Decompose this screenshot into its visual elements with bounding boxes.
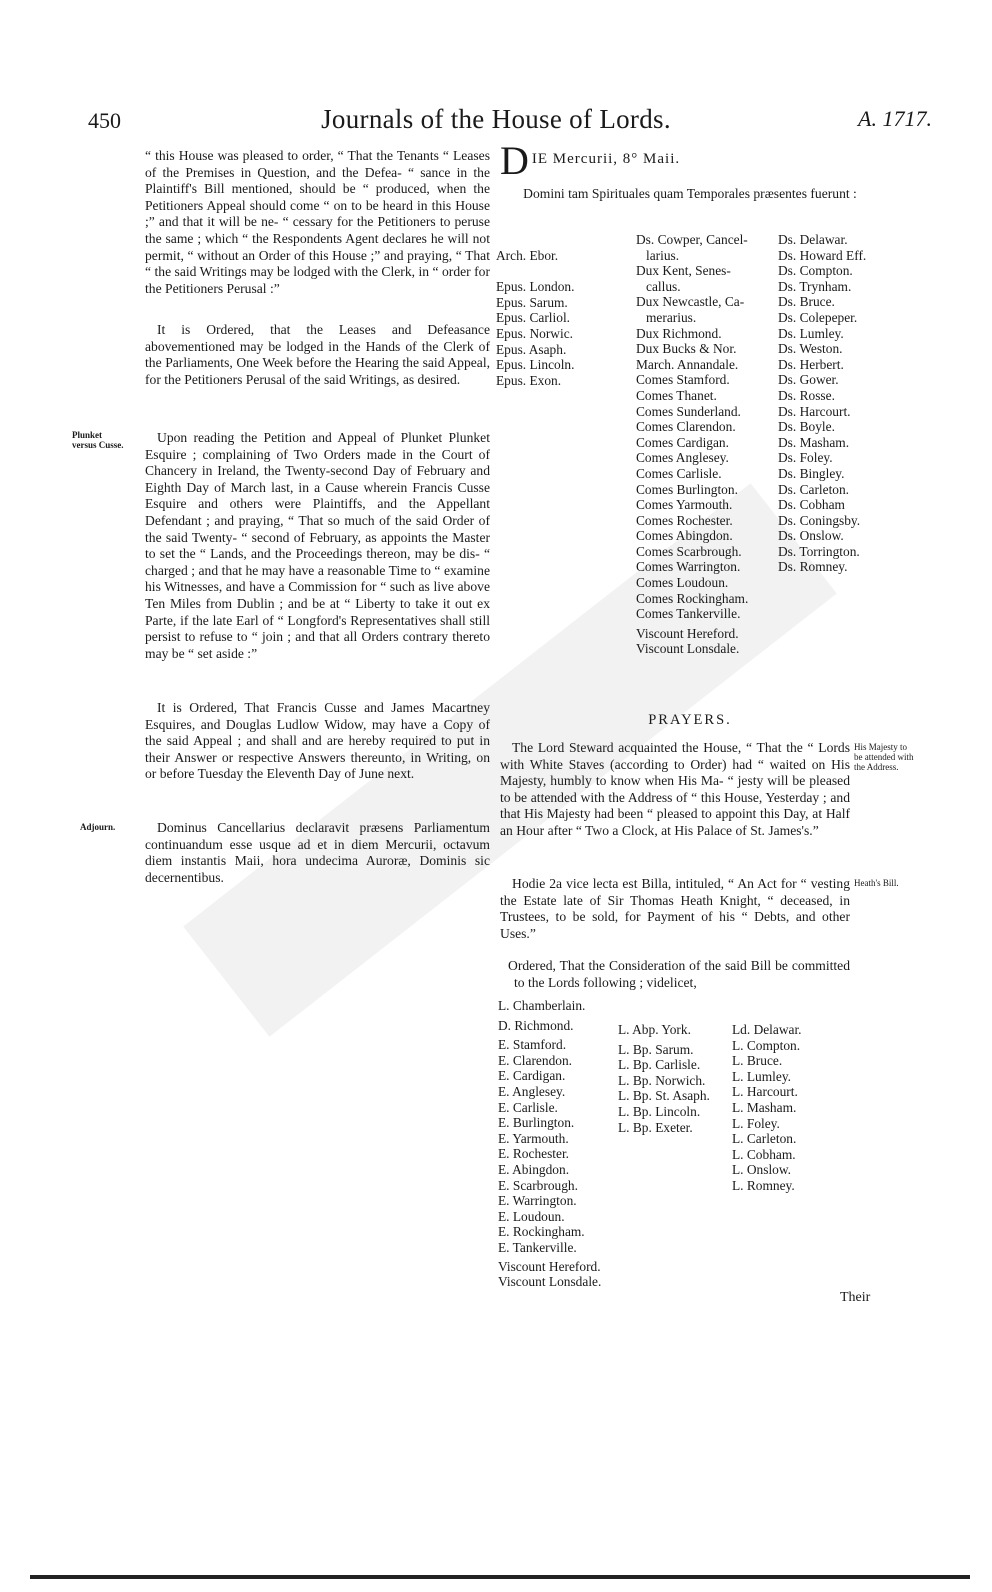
session-date: IE Mercurii, 8° Maii. bbox=[531, 151, 681, 167]
order-copy-appeal-paragraph: It is Ordered, That Francis Cusse and James Macartney Esquires, and Douglas Ludlow Widow, may have a Copy of the said Appeal ; and shall and are hereby required to put in their Answer or respective Answers thereunto, in Writing, on or before Tuesday the Eleventh Day of June next. bbox=[145, 700, 490, 782]
lords-present-heading: Domini tam Spirituales quam Temporales præsentes fuerunt : bbox=[523, 186, 857, 201]
attendance-entry: Ds. Torrington. bbox=[778, 543, 860, 559]
attendance-entry: Epus. Carliol. bbox=[496, 310, 571, 326]
committee-entry: E. Scarbrough. bbox=[498, 1177, 578, 1193]
attendance-temporal-list bbox=[636, 232, 748, 657]
attendance-entry: Ds. Gower. bbox=[778, 372, 839, 388]
attendance-entry: Ds. Onslow. bbox=[778, 528, 844, 544]
attendance-entry: Dux Newcastle, Ca- bbox=[636, 294, 745, 310]
bottom-rule bbox=[30, 1575, 970, 1579]
attendance-entry: Comes Yarmouth. bbox=[636, 497, 733, 513]
committee-entry: Viscount Hereford. bbox=[498, 1258, 601, 1274]
margin-note-heath: Heath's Bill. bbox=[854, 878, 899, 888]
committee-entry: L. Masham. bbox=[732, 1099, 797, 1115]
committee-entry: E. Cardigan. bbox=[498, 1068, 566, 1084]
attendance-entry: Comes Thanet. bbox=[636, 387, 717, 403]
committee-entry: L. Bruce. bbox=[732, 1053, 783, 1069]
margin-note-plunket: Plunket versus Cusse. bbox=[72, 430, 124, 450]
margin-note-majesty: His Majesty to be attended with the Address. bbox=[854, 742, 914, 772]
attendance-entry: Ds. Boyle. bbox=[778, 419, 835, 435]
committee-entry: E. Loudoun. bbox=[498, 1208, 565, 1224]
catchword: Their bbox=[840, 1290, 871, 1305]
attendance-entry: Ds. Romney. bbox=[778, 559, 848, 575]
attendance-entry: Comes Carlisle. bbox=[636, 465, 722, 481]
committee-entry: L. Chamberlain. bbox=[498, 998, 586, 1013]
attendance-entry: Ds. Bruce. bbox=[778, 294, 835, 310]
committee-entry: E. Tankerville. bbox=[498, 1239, 577, 1255]
attendance-entry: Ds. Masham. bbox=[778, 434, 850, 450]
attendance-entry: Comes Stamford. bbox=[636, 372, 730, 388]
attendance-entry: Viscount Hereford. bbox=[636, 625, 739, 641]
attendance-entry: Epus. Exon. bbox=[496, 372, 562, 388]
committee-entry: E. Rockingham. bbox=[498, 1224, 585, 1240]
attendance-entry: Dux Richmond. bbox=[636, 325, 722, 341]
attendance-entry: Ds. Bingley. bbox=[778, 465, 845, 481]
committee-entry: D. Richmond. bbox=[498, 1017, 574, 1033]
attendance-entry: Viscount Lonsdale. bbox=[636, 641, 740, 657]
attendance-entry: Ds. Compton. bbox=[778, 263, 853, 279]
attendance-entry: Ds. Rosse. bbox=[778, 387, 835, 403]
committee-entry: L. Harcourt. bbox=[732, 1084, 798, 1100]
attendance-entry: Ds. Foley. bbox=[778, 450, 833, 466]
committee-entry: L. Bp. St. Asaph. bbox=[618, 1088, 710, 1104]
attendance-entry: Ds. Cowper, Cancel- bbox=[636, 232, 748, 247]
session-date-heading bbox=[500, 138, 890, 183]
attendance-entry: Comes Tankerville. bbox=[636, 606, 741, 622]
drop-cap: D bbox=[500, 138, 529, 183]
attendance-entry: Comes Rockingham. bbox=[636, 590, 749, 606]
attendance-entry: callus. bbox=[646, 278, 681, 294]
committee-order-paragraph: Ordered, That the Consideration of the said Bill be committed to the Lords following ; videlicet, bbox=[508, 958, 850, 990]
committee-entry: Viscount Lonsdale. bbox=[498, 1274, 602, 1290]
attendance-entry: Comes Anglesey. bbox=[636, 450, 729, 466]
committee-entry: L. Carleton. bbox=[732, 1131, 797, 1147]
committee-entry: L. Bp. Exeter. bbox=[618, 1119, 693, 1135]
committee-entry: L. Onslow. bbox=[732, 1162, 792, 1178]
committee-entry: E. Yarmouth. bbox=[498, 1130, 569, 1146]
attendance-entry: Epus. Sarum. bbox=[496, 294, 568, 310]
committee-entry: L. Bp. Sarum. bbox=[618, 1041, 694, 1057]
committee-entry: L. Romney. bbox=[732, 1177, 795, 1193]
attendance-entry: March. Annandale. bbox=[636, 356, 739, 372]
attendance-entry: Ds. Lumley. bbox=[778, 325, 844, 341]
attendance-entry: Comes Burlington. bbox=[636, 481, 738, 497]
attendance-entry: Comes Rochester. bbox=[636, 512, 733, 528]
attendance-entry: Ds. Colepeper. bbox=[778, 309, 858, 325]
committee-entry: E. Burlington. bbox=[498, 1115, 575, 1131]
heath-bill-paragraph: Hodie 2a vice lecta est Billa, intituled, “ An Act for “ vesting the Estate late of Sir Thomas Heath Knight, “ deceased, in Trustees, to be sold, for Payment of his “ Debts, and other Uses.” bbox=[500, 876, 850, 941]
attendance-entry: Ds. Carleton. bbox=[778, 481, 850, 497]
attendance-entry: Comes Cardigan. bbox=[636, 434, 729, 450]
committee-list-barons bbox=[732, 1022, 802, 1194]
committee-entry: L. Abp. York. bbox=[618, 1022, 691, 1037]
attendance-entry: Ds. Herbert. bbox=[778, 356, 844, 372]
prayers-heading: PRAYERS. bbox=[648, 712, 732, 728]
committee-entry: L. Compton. bbox=[732, 1037, 801, 1053]
committee-entry: L. Foley. bbox=[732, 1115, 780, 1131]
page-number: 450 bbox=[88, 108, 121, 133]
committee-entry: L. Cobham. bbox=[732, 1146, 796, 1162]
order-leases-paragraph: It is Ordered, that the Leases and Defeasance abovementioned may be lodged in the Hands of the Clerk of the Parliaments, One Week before the Hearing the said Appeal, for the Petitioners Perusal of the said Writings, as desired. bbox=[145, 322, 490, 387]
committee-list-spiritual bbox=[618, 1022, 710, 1135]
attendance-entry: Comes Scarbrough. bbox=[636, 543, 742, 559]
committee-entry: E. Clarendon. bbox=[498, 1052, 573, 1068]
committee-entry: E. Rochester. bbox=[498, 1146, 570, 1162]
margin-note-adjourn: Adjourn. bbox=[80, 822, 116, 832]
committee-entry: L. Lumley. bbox=[732, 1068, 792, 1084]
committee-entry: Ld. Delawar. bbox=[732, 1022, 802, 1037]
attendance-entry: Ds. Coningsby. bbox=[778, 512, 861, 528]
attendance-entry: Dux Kent, Senes- bbox=[636, 263, 731, 279]
plunket-petition-paragraph: Upon reading the Petition and Appeal of Plunket Plunket Esquire ; complaining of Two Orders made in the Court of Chancery in Ireland, the Twenty-second Day of February and Eighth Day of March last, in a Cause wherein Francis Cusse Esquire and others were Plaintiffs, and the Appellant Defendant ; and praying, “ That so much of the said Order of the said Twenty- “ second of February, as appoints the Master to set the “ Lands, and the Proceedings thereon, may be dis- “ charged ; and that he may have a reasonable Time to “ examine his Witnesses, and have a Commission for “ such as live above Ten Miles from Dublin ; and be at “ Liberty to take it out ex Parte, if the late Earl of “ Longford's Representatives shall still persist to refuse to “ join ; and that all Orders contrary thereto may be “ set aside :” bbox=[145, 430, 490, 661]
attendance-entry: Comes Warrington. bbox=[636, 559, 741, 575]
petition-paragraph-continued: “ this House was pleased to order, “ That the Tenants “ Leases of the Premises in Question, and the Defea- “ sance in the Plaintiff's Bill mentioned, should be “ produced, when the Petitioners Appeal should come “ on to be heard in this House ;” and that it will be ne- “ cessary for the Petitioners to peruse the same ; which “ the Respondents Agent declares he will not permit, “ without an Order of this House ;” and praying, “ That “ the said Writings may be lodged with the Clerk, in “ order for the Petitioners Perusal :” bbox=[145, 148, 490, 296]
page-year: A. 1717. bbox=[858, 106, 932, 131]
committee-list-temporal bbox=[498, 998, 601, 1290]
attendance-entry: Ds. Harcourt. bbox=[778, 403, 851, 419]
committee-entry: E. Stamford. bbox=[498, 1037, 567, 1053]
committee-entry: L. Bp. Lincoln. bbox=[618, 1103, 701, 1119]
attendance-entry bbox=[496, 264, 574, 280]
attendance-entry: Epus. Asaph. bbox=[496, 341, 567, 357]
lord-steward-paragraph: The Lord Steward acquainted the House, “ That the “ Lords with White Staves (according to Order) had “ waited on His Majesty, humbly to know when His Ma- “ jesty will be pleased to be attended with the Address of “ this House, Yesterday ; and that His Majesty had been “ pleased to appoint this Day, at Half an Hour after “ Two a Clock, at His Palace of St. James's.” bbox=[500, 740, 850, 838]
attendance-entry: Ds. Cobham bbox=[778, 497, 845, 513]
attendance-entry: Ds. Trynham. bbox=[778, 278, 852, 294]
attendance-entry: larius. bbox=[646, 247, 680, 263]
attendance-entry: Epus. London. bbox=[496, 279, 575, 295]
adjournment-paragraph: Dominus Cancellarius declaravit præsens Parliamentum continuandum esse usque ad et in diem Mercurii, octavum diem instantis Maii, hora undecima Auroræ, Dominis sic decernentibus. bbox=[145, 820, 490, 885]
attendance-entry: Comes Loudoun. bbox=[636, 575, 729, 591]
committee-entry: L. Bp. Norwich. bbox=[618, 1072, 706, 1088]
attendance-entry: Epus. Lincoln. bbox=[496, 357, 575, 373]
attendance-entry: Comes Abingdon. bbox=[636, 528, 733, 544]
attendance-entry: Dux Bucks & Nor. bbox=[636, 341, 737, 357]
committee-entry: E. Carlisle. bbox=[498, 1099, 558, 1115]
committee-entry: E. Abingdon. bbox=[498, 1161, 570, 1177]
committee-entry: L. Bp. Carlisle. bbox=[618, 1057, 701, 1073]
page-title: Journals of the House of Lords. bbox=[321, 104, 671, 134]
attendance-entry: Comes Clarendon. bbox=[636, 419, 736, 435]
attendance-entry: Epus. Norwic. bbox=[496, 325, 573, 341]
committee-entry: E. Warrington. bbox=[498, 1193, 577, 1209]
attendance-entry: Arch. Ebor. bbox=[496, 248, 559, 263]
attendance-entry: Ds. Howard Eff. bbox=[778, 247, 867, 263]
attendance-entry: Ds. Weston. bbox=[778, 341, 843, 357]
attendance-spiritual-list bbox=[496, 248, 574, 388]
committee-entry: E. Anglesey. bbox=[498, 1083, 566, 1099]
attendance-entry: Ds. Delawar. bbox=[778, 232, 848, 247]
attendance-entry: merarius. bbox=[646, 309, 697, 325]
attendance-barons-list bbox=[778, 232, 866, 575]
attendance-entry: Comes Sunderland. bbox=[636, 403, 741, 419]
